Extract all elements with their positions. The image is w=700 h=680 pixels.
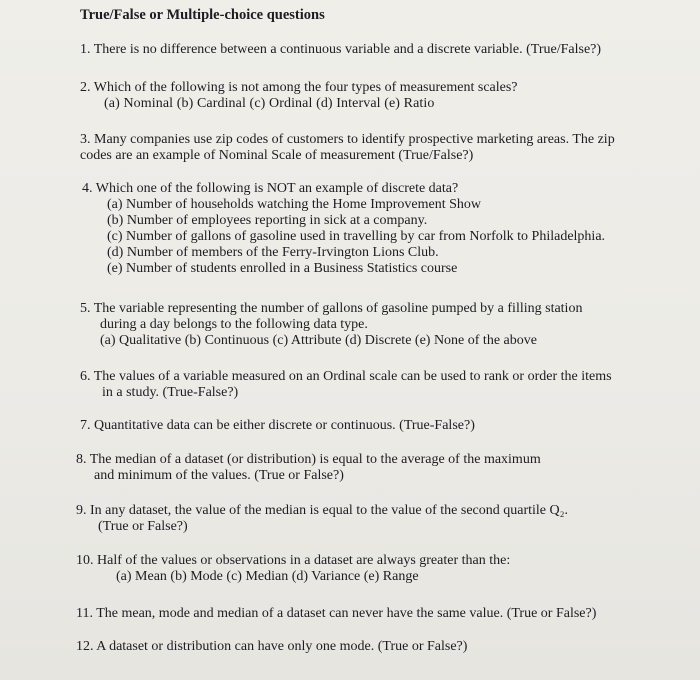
question-2-line-1: 2. Which of the following is not among the four types of measurement scales? (80, 80, 518, 95)
question-1-line-1: 1. There is no difference between a continuous variable and a discrete variable. (True/False?) (80, 42, 602, 57)
question-6-line-1: 6. The values of a variable measured on an Ordinal scale can be used to rank or order the items (80, 369, 612, 384)
page-title: True/False or Multiple-choice questions (80, 7, 325, 23)
question-11-line-1: 11. The mean, mode and median of a dataset can never have the same value. (True or False?) (76, 606, 597, 621)
question-10 (76, 553, 510, 585)
question-7 (80, 418, 475, 434)
question-4-option-c: (c) Number of gallons of gasoline used in travelling by car from Norfolk to Philadelphia. (107, 229, 606, 244)
question-8-line-1: 8. The median of a dataset (or distribution) is equal to the average of the maximum (76, 452, 541, 467)
question-5-line-2: during a day belongs to the following data type. (100, 317, 368, 332)
question-8-line-2: and minimum of the values. (True or False?) (94, 468, 344, 483)
question-12-line-1: 12. A dataset or distribution can have only one mode. (True or False?) (76, 639, 468, 654)
question-3-line-1: 3. Many companies use zip codes of customers to identify prospective marketing areas. The zip (80, 132, 615, 147)
question-5-options: (a) Qualitative (b) Continuous (c) Attribute (d) Discrete (e) None of the above (100, 333, 537, 348)
question-5 (80, 301, 582, 349)
question-2-options: (a) Nominal (b) Cardinal (c) Ordinal (d) Interval (e) Ratio (104, 96, 435, 111)
question-9 (76, 503, 568, 535)
question-5-line-1: 5. The variable representing the number of gallons of gasoline pumped by a filling station (80, 301, 583, 316)
question-9-line-1: 9. In any dataset, the value of the median is equal to the value of the second quartile Q₂. (76, 503, 568, 518)
question-6-line-2: in a study. (True-False?) (102, 385, 239, 400)
question-4 (82, 181, 605, 277)
question-3 (80, 132, 615, 164)
question-2 (80, 80, 518, 112)
question-12 (76, 639, 467, 655)
question-10-line-1: 10. Half of the values or observations in a dataset are always greater than the: (76, 553, 511, 568)
question-4-option-e: (e) Number of students enrolled in a Business Statistics course (107, 261, 458, 276)
question-8 (76, 452, 541, 484)
question-6 (80, 369, 612, 401)
question-4-option-d: (d) Number of members of the Ferry-Irvington Lions Club. (107, 245, 439, 260)
question-4-option-a: (a) Number of households watching the Home Improvement Show (107, 197, 482, 212)
question-4-line-1: 4. Which one of the following is NOT an example of discrete data? (82, 181, 459, 196)
question-3-line-2: codes are an example of Nominal Scale of measurement (True/False?) (80, 148, 474, 163)
question-10-options: (a) Mean (b) Mode (c) Median (d) Variance (e) Range (116, 569, 419, 584)
question-1 (80, 42, 601, 58)
question-11 (76, 606, 596, 622)
question-4-option-b: (b) Number of employees reporting in sick at a company. (107, 213, 428, 228)
question-9-line-2: (True or False?) (98, 519, 188, 534)
question-7-line-1: 7. Quantitative data can be either discrete or continuous. (True-False?) (80, 418, 475, 433)
